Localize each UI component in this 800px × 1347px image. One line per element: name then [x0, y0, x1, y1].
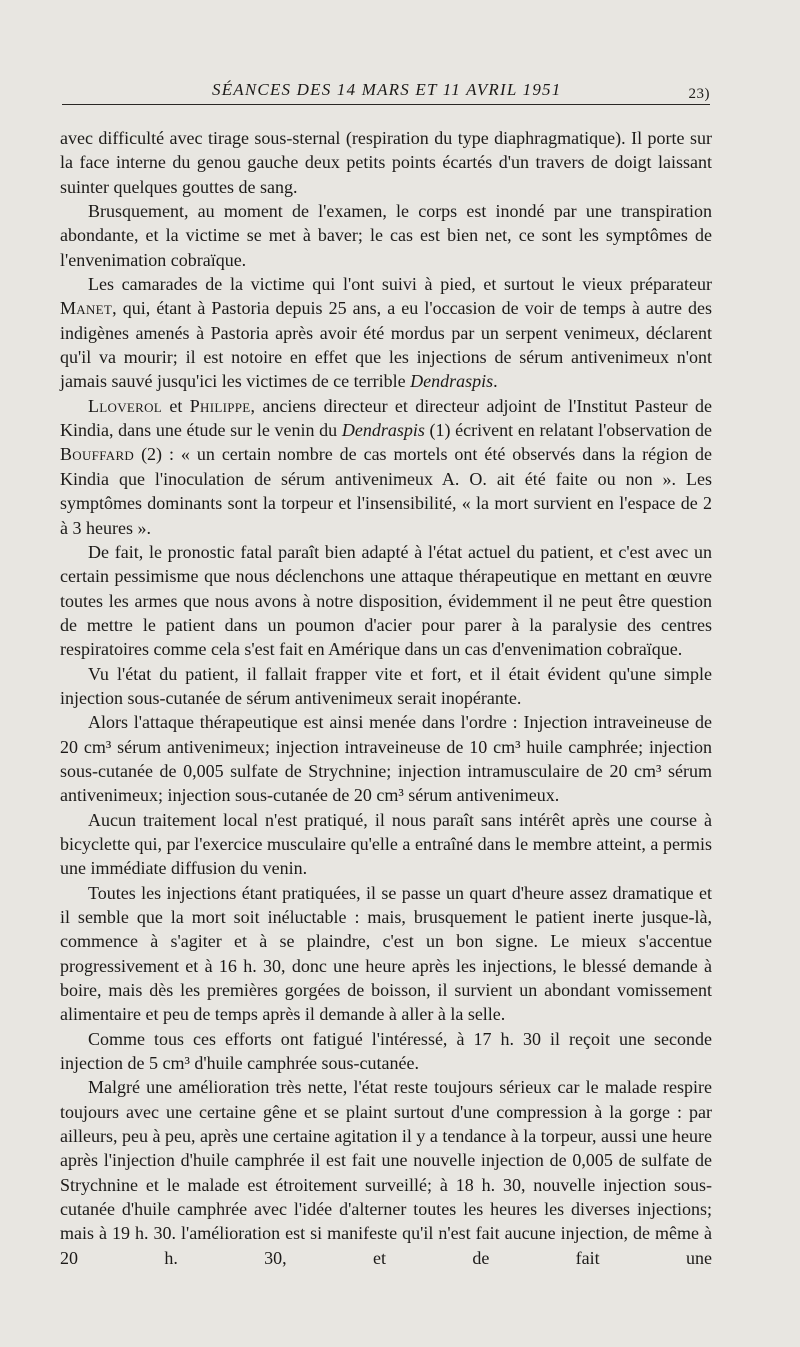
- paragraph-1: avec difficulté avec tirage sous-sternal (respiration du type diaphragmatique). Il porte sur la face interne du genou gauche deux petits points écartés d'un travers de doigt laissant suinter quelques gouttes de sang.: [60, 128, 712, 197]
- paragraph-2: Brusquement, au moment de l'examen, le corps est inondé par une transpiration abondante, et la victime se met à baver; le cas est bien net, ce sont les symptômes de l'envenimation cobraïque.: [60, 201, 712, 270]
- paragraph-3: [60, 272, 712, 394]
- paragraph-9: Toutes les injections étant pratiquées, il se passe un quart d'heure assez dramatique et il semble que la mort soit inéluctable : mais, brusquement le patient inerte jusque-là, commence à s'agiter et à se plaindre, c'est un bon signe. Le mieux s'accentue progressivement et à 16 h. 30, donc une heure après les injections, le blessé demande à boire, mais dès les premières gorgées de boisson, il survient un abondant vomissement alimentaire et peu de temps après il demande à aller à la selle.: [60, 882, 712, 1025]
- paragraph-3-text-c: .: [493, 371, 498, 392]
- paragraph-3-text-a: Les camarades de la victime qui l'ont suivi à pied, et surtout le vieux préparateur: [88, 274, 712, 295]
- author-philippe: Philippe: [189, 395, 251, 416]
- header-rule: [62, 104, 710, 105]
- paragraph-10: Comme tous ces efforts ont fatigué l'intéressé, à 17 h. 30 il reçoit une seconde injection de 5 cm³ d'huile camphrée sous-cutanée.: [60, 1028, 712, 1074]
- paragraph-4-and: et: [162, 395, 190, 416]
- author-lloverol: Lloverol: [88, 395, 163, 416]
- paragraph-4-text-c: (2) : « un certain nombre de cas mortels ont été observés dans la région de Kindia que l'inoculation de sérum antivenimeux A. O. ait été faite ou non ». Les symptômes dominants sont la torpeur et l'insensibilité, « la mort survient en l'espace de 2 à 3 heures ».: [60, 444, 712, 538]
- person-name-manet: Manet: [60, 298, 113, 319]
- paragraph-4: [60, 394, 712, 540]
- paragraph-7: Alors l'attaque thérapeutique est ainsi menée dans l'ordre : Injection intraveineuse de 20 cm³ sérum antivenimeux; injection intraveineuse de 10 cm³ huile camphrée; injection sous-cutanée de 0,005 sulfate de Strychnine; injection intramusculaire de 20 cm³ sérum antivenimeux; injection sous-cutanée de 20 cm³ sérum antivenimeux.: [60, 712, 712, 806]
- paragraph-8: Aucun traitement local n'est pratiqué, il nous paraît sans intérêt après une course à bicyclette qui, par l'exercice musculaire qu'elle a entraîné dans le membre atteint, a permis une immédiate diffusion du venin.: [60, 809, 712, 879]
- page-header: [62, 80, 710, 104]
- paragraph-6: Vu l'état du patient, il fallait frapper vite et fort, et il était évident qu'une simple injection sous-cutanée de sérum antivenimeux serait inopérante.: [60, 663, 712, 708]
- paragraph-5: De fait, le pronostic fatal paraît bien adapté à l'état actuel du patient, et c'est avec un certain pessimisme que nous déclenchons une attaque thérapeutique en mettant en œuvre toutes les armes que nous avons à notre disposition, évidemment il ne peut être question de mettre le patient dans un poumon d'acier pour parer à la paralysie des centres respiratoires comme cela s'est fait en Amérique dans un cas d'envenimation cobraïque.: [60, 541, 712, 660]
- body-text: [60, 126, 712, 1270]
- author-bouffard: Bouffard: [60, 444, 135, 465]
- running-title: SÉANCES DES 14 MARS ET 11 AVRIL 1951: [212, 80, 562, 99]
- paragraph-11: Malgré une amélioration très nette, l'état reste toujours sérieux car le malade respire toujours avec une certaine gêne et se plaint surtout d'une compression à la gorge : par ailleurs, peu à peu, après une certaine agitation il y a tendance à la torpeur, aussi une heure après l'injection d'huile camphrée il est fait une nouvelle injection de 0,005 de sulfate de Strychnine et le malade est étroitement surveillé; à 18 h. 30, nouvelle injection sous-cutanée d'huile camphrée avec l'idée d'alterner toutes les heures les diverses injections; mais à 19 h. 30. l'amélioration est si manifeste qu'il n'est fait aucune injection, de même à 20 h. 30, et de fait une: [60, 1077, 712, 1268]
- page-number: 23): [688, 86, 710, 102]
- paragraph-4-text-a: , anciens directeur et directeur adjoint de l'Institut Pasteur de Kindia, dans une étude sur le venin du: [60, 395, 712, 441]
- paragraph-3-text-b: , qui, étant à Pastoria depuis 25 ans, a eu l'occasion de voir de temps à autre des indigènes amenés à Pastoria après avoir été mordus par un serpent venimeux, déclarent qu'il va mourir; il est notoire en effet que les injections de sérum antivenimeux n'ont jamais sauvé jusqu'ici les victimes de ce terrible: [60, 298, 712, 392]
- species-name: Dendraspis: [410, 371, 494, 392]
- species-name: Dendraspis: [341, 420, 425, 441]
- paragraph-4-text-b: (1) écrivent en relatant l'observation de: [424, 420, 713, 441]
